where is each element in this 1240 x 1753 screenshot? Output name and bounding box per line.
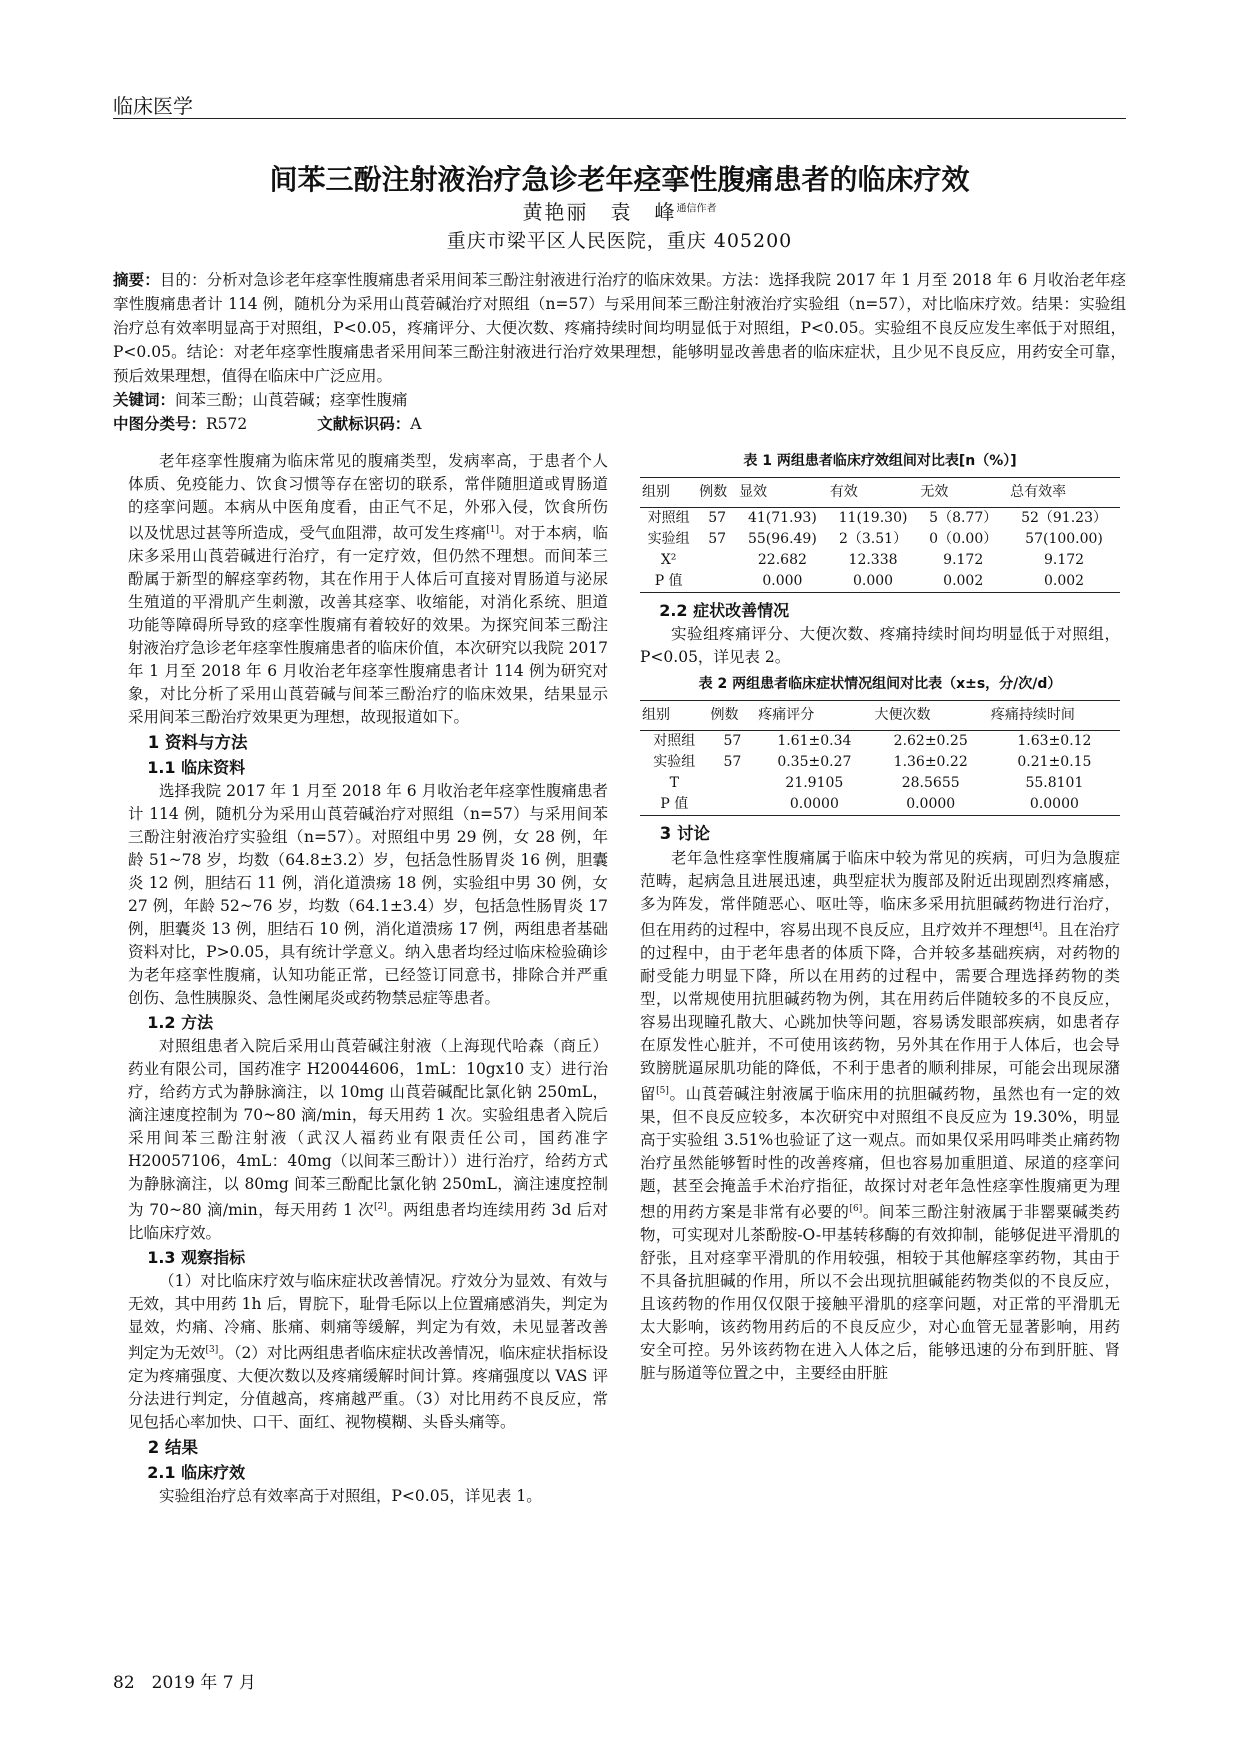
paragraph: 实验组疼痛评分、大便次数、疼痛持续时间均明显低于对照组，P<0.05，详见表 2。 (640, 625, 1120, 666)
table1-caption: 表 1 两组患者临床疗效组间对比表[n（%）] (743, 453, 1017, 469)
journal-section: 临床医学 (113, 94, 193, 118)
right-column (640, 450, 1120, 1385)
paragraph: 实验组治疗总有效率高于对照组，P<0.05，详见表 1。 (159, 1487, 542, 1506)
corresponding-author-mark: 通信作者 (676, 203, 717, 215)
paragraph: 选择我院 2017 年 1 月至 2018 年 6 月收治老年痉挛性腹痛患者计 114 例，随机分为采用山莨菪碱治疗对照组（n=57）与采用间苯三酚注射液治疗实验组（n=57）。对照组中男 29 例，女 28 例，年龄 51~78 岁，均数（64.8±3.2）岁，包括急性肠胃炎 16 例，胆囊炎 12 例，胆结石 11 例，消化道溃疡 18 例，实验组中男 30 例，女 27 例，年龄 52~76 岁，均数（64.1±3.4）岁，包括急性肠胃炎 17 例，胆囊炎 13 例，胆结石 10 例，消化道溃疡 17 例，两组患者基础资料对比，P>0.05，具有统计学意义。纳入患者均经过临床检验确诊为老年痉挛性腹痛，认知功能正常，已经签订同意书，排除合并严重创伤、急性胰腺炎、急性阑尾炎或药物禁忌症等患者。 (128, 782, 608, 1008)
subsection-heading: 1.2 方法 (147, 1013, 214, 1033)
section-heading: 1 资料与方法 (147, 733, 248, 753)
subsection-heading: 1.3 观察指标 (147, 1248, 246, 1268)
section-heading: 3 讨论 (659, 824, 711, 843)
classification: 中图分类号：R572 文献标识码：A (113, 415, 422, 433)
issue-date: 2019 年 7 月 (151, 1673, 256, 1693)
intro-paragraph: 老年痉挛性腹痛为临床常见的腹痛类型，发病率高，于患者个人体质、免疫能力、饮食习惯等存在密切的联系，常伴随胆道或胃肠道的痉挛问题。本病从中医角度看，由正气不足，外邪入侵，饮食所伤以及忧思过甚等所造成，受气血阻滞，故可发生疼痛[1]。对于本病，临床多采用山莨菪碱进行治疗，有一定疗效，但仍然不理想。而间苯三酚属于新型的解痉挛药物，其在作用于人体后可直接对胃肠道与泌尿生殖道的平滑肌产生刺激，改善其痉挛、收缩能，对消化系统、胆道功能等障碍所导致的痉挛性腹痛有着较好的效果。为探究间苯三酚注射液治疗急诊老年痉挛性腹痛患者的临床价值，本次研究以我院 2017 年 1 月至 2018 年 6 月收治老年痉挛性腹痛患者计 114 例为研究对象，对比分析了采用山莨菪碱与间苯三酚治疗的临床效果，结果显示采用间苯三酚治疗效果更为理想，故现报道如下。 (128, 452, 608, 727)
header-rule (113, 118, 1126, 119)
page-number: 82 (113, 1673, 135, 1693)
discussion-paragraph: 老年急性痉挛性腹痛属于临床中较为常见的疾病，可归为急腹症范畴，起病急且进展迅速，典型症状为腹部及附近出现剧烈疼痛感，多为阵发，常伴随恶心、呕吐等，临床多采用抗胆碱药物进行治疗，但在用药的过程中，容易出现不良反应，且疗效并不理想[4]。且在治疗的过程中，由于老年患者的体质下降，合并较多基础疾病，对药物的耐受能力明显下降，所以在用药的过程中，需要合理选择药物的类型，以常规使用抗胆碱药物为例，其在用药后伴随较多的不良反应，容易出现瞳孔散大、心跳加快等问题，容易诱发眼部疾病，如患者存在原发性心脏并，不可使用该药物，另外其在作用于人体后，也会导致膀胱逼尿肌功能的降低，不利于患者的顺利排尿，可能会出现尿潴留[5]。山莨菪碱注射液属于临床用的抗胆碱药物，虽然也有一定的效果，但不良反应较多，本次研究中对照组不良反应为 19.30%，明显高于实验组 3.51%也验证了这一观点。而如果仅采用吗啡类止痛药物治疗虽然能够暂时性的改善疼痛，但也容易加重胆道、尿道的痉挛问题，甚至会掩盖手术治疗指征，故探讨对老年急性痉挛性腹痛更为理想的用药方案是非常有必要的[6]。间苯三酚注射液属于非罂粟碱类药物，可实现对儿茶酚胺-O-甲基转移酶的有效抑制，能够促进平滑肌的舒张，且对痉挛平滑肌的作用较强，相较于其他解痉挛药物，其由于不具备抗胆碱的作用，所以不会出现抗胆碱能药物类似的不良反应，且该药物的作用仅仅限于接触平滑肌的痉挛问题，对正常的平滑肌无太大影响，该药物用药后的不良反应少，对心血管无显著影响，用药安全可控。另外该药物在进入人体之后，能够迅速的分布到肝脏、肾脏与肠道等位置之中，主要经由肝脏 (640, 849, 1120, 1383)
page-footer (113, 1668, 256, 1693)
subsection-heading: 2.1 临床疗效 (147, 1463, 246, 1483)
paragraph: （1）对比临床疗效与临床症状改善情况。疗效分为显效、有效与无效，其中用药 1h 后，胃脘下，耻骨毛际以上位置痛感消失，判定为显效，灼痛、冷痛、胀痛、刺痛等缓解，判定为有效，未见显著改善判定为无效[3]。（2）对比两组患者临床症状改善情况，临床症状指标设定为疼痛强度、大便次数以及疼痛缓解时间计算。疼痛强度以 VAS 评分法进行判定，分值越高，疼痛越严重。（3）对比用药不良反应，常见包括心率加快、口干、面红、视物模糊、头昏头痛等。 (128, 1272, 608, 1432)
section-heading: 2 结果 (147, 1438, 199, 1458)
keywords: 关键词：间苯三酚；山莨菪碱；痉挛性腹痛 (113, 391, 408, 409)
paper-title: 间苯三酚注射液治疗急诊老年痉挛性腹痛患者的临床疗效 (269, 163, 970, 196)
abstract-text: 目的：分析对急诊老年痉挛性腹痛患者采用间苯三酚注射液进行治疗的临床效果。方法：选择我院 2017 年 1 月至 2018 年 6 月收治老年痉挛性腹痛患者计 114 例，随机分为采用山莨菪碱治疗对照组（n=57）与采用间苯三酚注射液治疗实验组（n=57），对比临床疗效。结果：实验组治疗总有效率明显高于对照组，P<0.05，疼痛评分、大便次数、疼痛持续时间均明显低于对照组，P<0.05。实验组不良反应发生率低于对照组，P<0.05。结论：对老年痉挛性腹痛患者采用间苯三酚注射液进行治疗效果理想，能够明显改善患者的临床症状，且少见不良反应，用药安全可靠，预后效果理想，值得在临床中广泛应用。 (113, 271, 1126, 385)
table2: 组别 例数 疼痛评分 大便次数 疼痛持续时间 对照组 57 1.61±0.34 2.62±0.25 1.63±0.12 实验组 57 0.35±0.27 1.36±0.22 0.21±0.15 T 21.9105 28.5655 55.8101 P 值 0.0000 0.0000 0.0000 (640, 700, 1120, 816)
table1: 组别 例数 显效 有效 无效 总有效率 对照组 57 41(71.93) 11(19.30) 5（8.77） 52（91.23） 实验组 57 55(96.49) 2（3.51） 0（0.00） 57(100.00) X² 22.682 12.338 9.172 9.172 P 值 0.000 0.000 0.002 0.002 (640, 477, 1120, 593)
subsection-heading: 1.1 临床资料 (147, 758, 246, 778)
abstract (113, 268, 1126, 436)
affiliation: 重庆市梁平区人民医院，重庆 405200 (446, 230, 793, 252)
subsection-heading: 2.2 症状改善情况 (659, 601, 790, 620)
authors: 黄艳丽 袁 峰$^{通信作者}$ (522, 200, 717, 224)
left-column (128, 450, 608, 1508)
abstract-label: 摘要： (113, 271, 160, 289)
paragraph: 对照组患者入院后采用山莨菪碱注射液（上海现代哈森（商丘）药业有限公司，国药准字 H20044606，1mL：10gx10 支）进行治疗，给药方式为静脉滴注，以 10mg 山莨菪碱配比氯化钠 250mL，滴注速度控制为 70~80 滴/min，每天用药 1 次。实验组患者入院后采用间苯三酚注射液（武汉人福药业有限责任公司，国药准字 H20057106，4mL：40mg（以间苯三酚计））进行治疗，给药方式为静脉滴注，以 80mg 间苯三酚配比氯化钠 250mL，滴注速度控制为 70~80 滴/min，每天用药 1 次[2]。两组患者均连续用药 3d 后对比临床疗效。 (128, 1037, 609, 1243)
table2-caption: 表 2 两组患者临床症状情况组间对比表（x±s，分/次/d） (698, 676, 1062, 692)
